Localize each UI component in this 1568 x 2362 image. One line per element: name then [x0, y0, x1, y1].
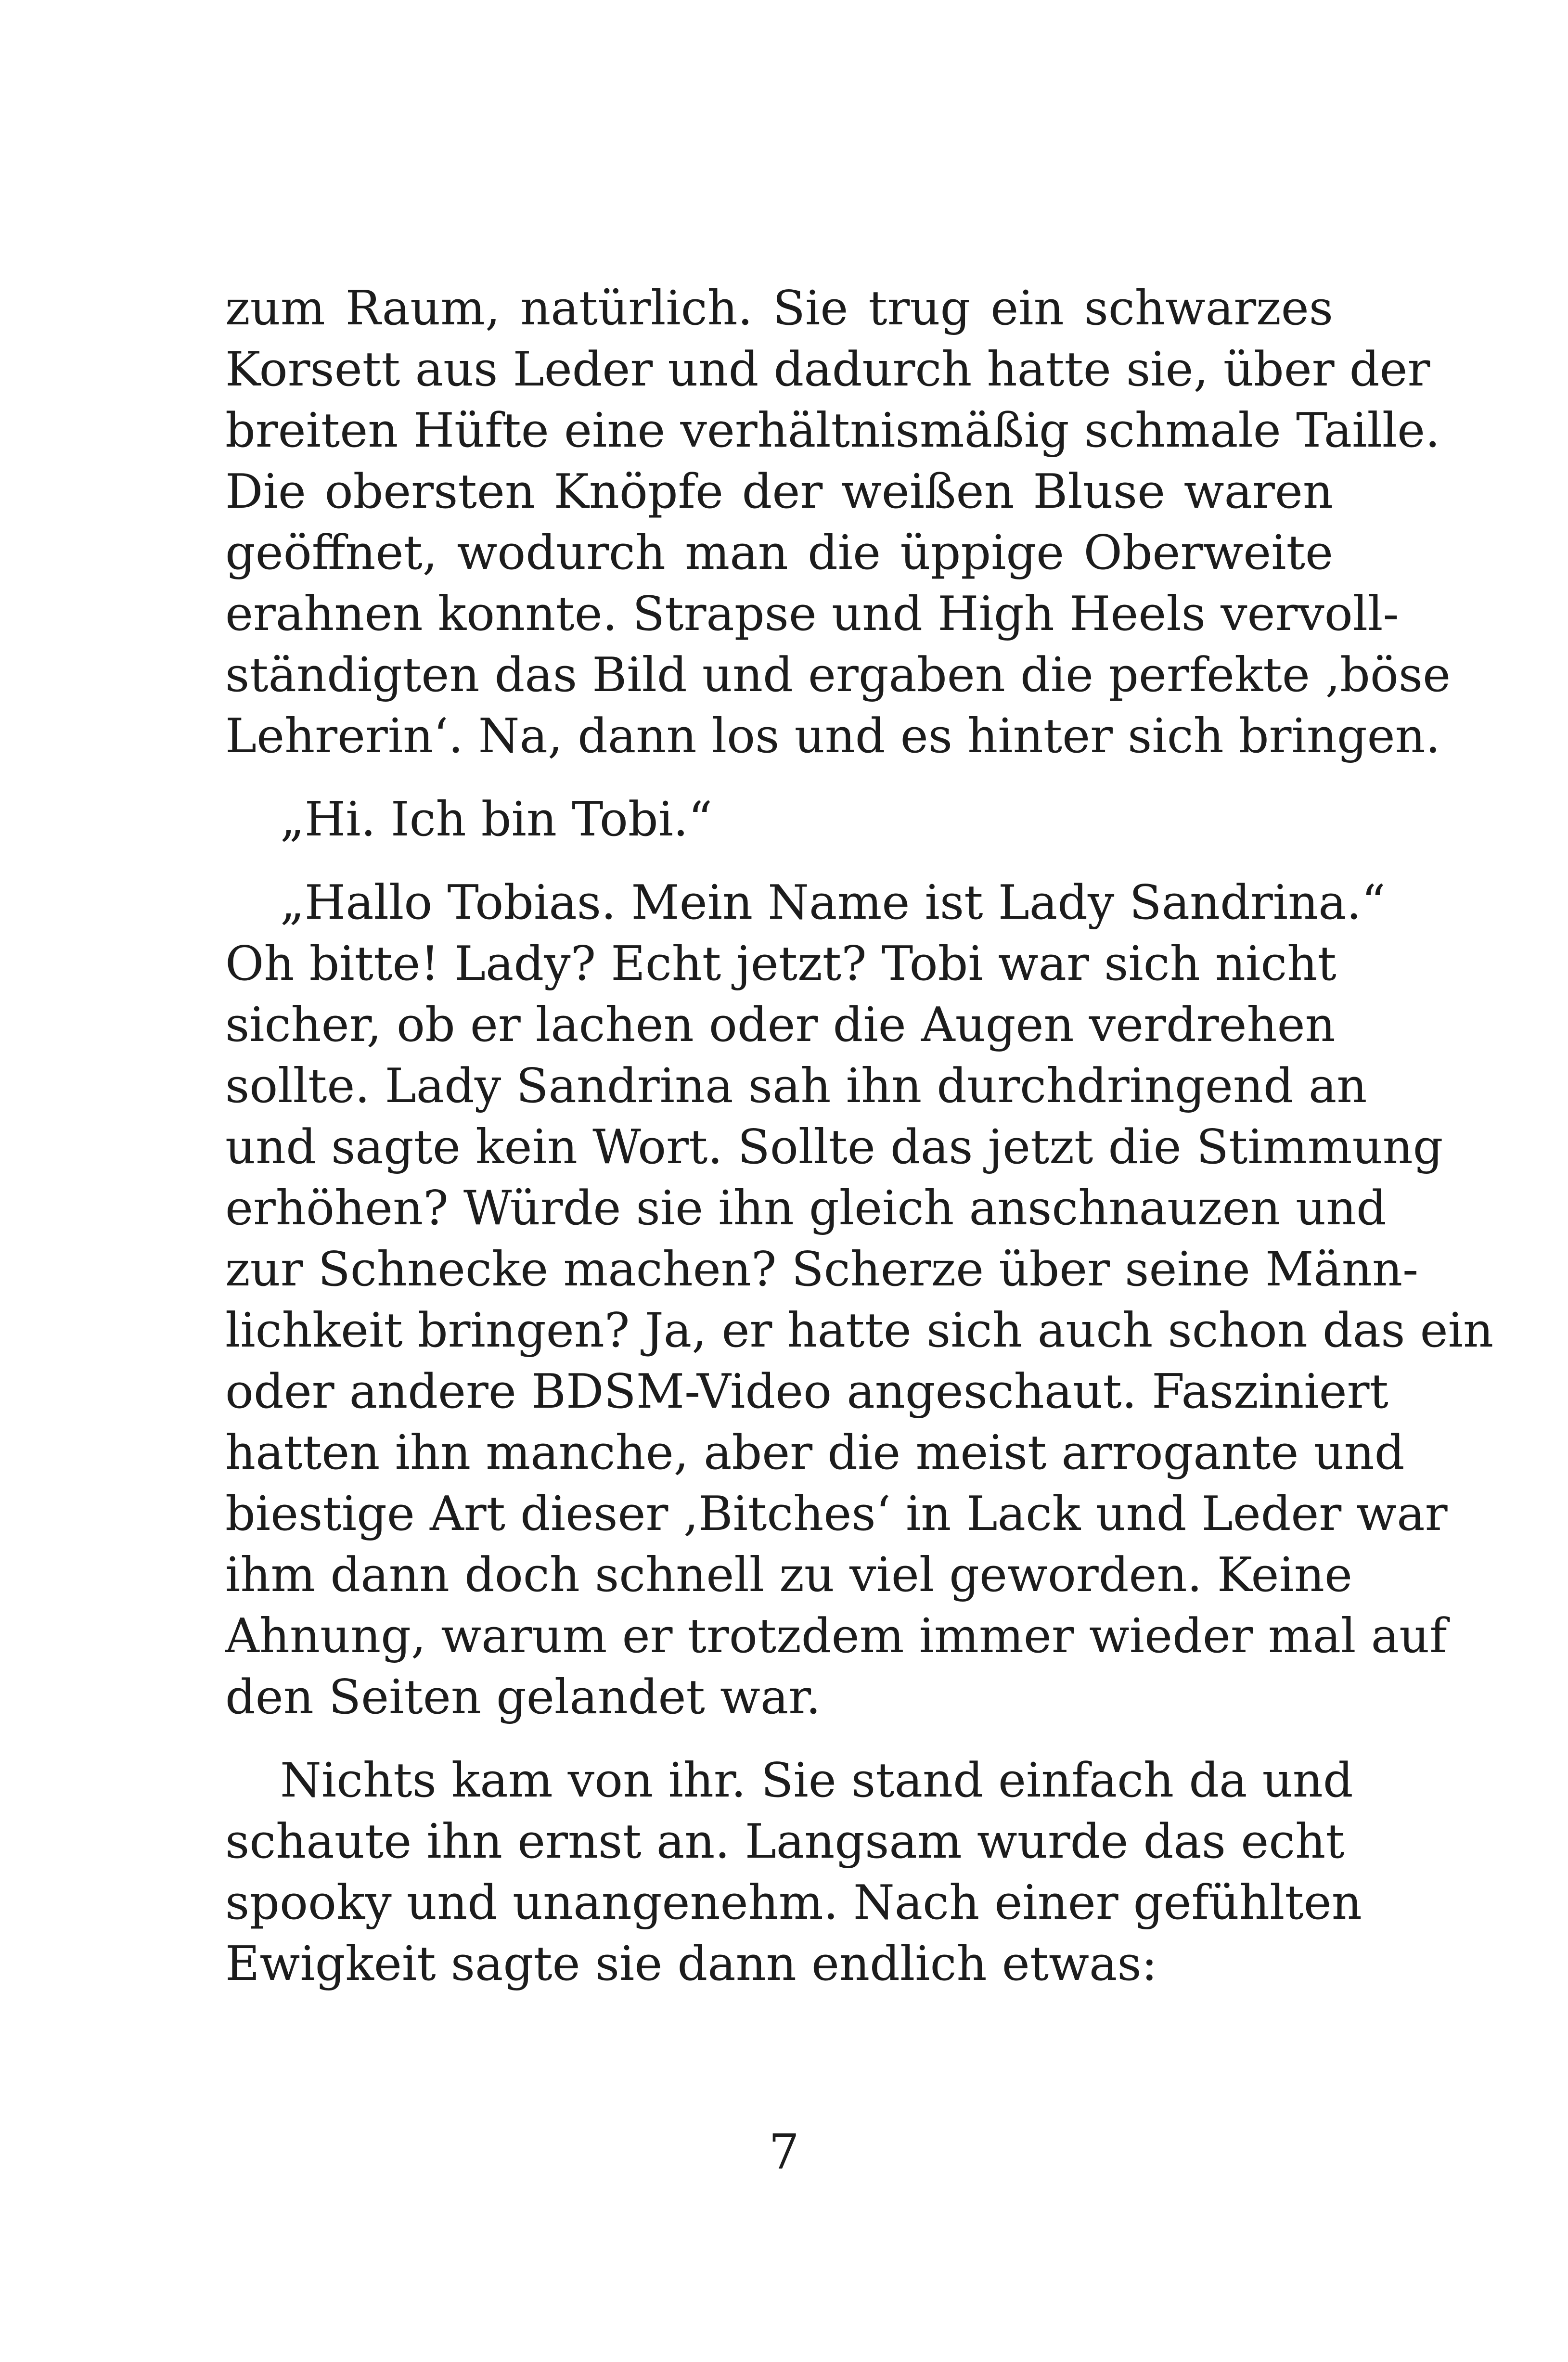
paragraph-gap — [225, 1728, 1333, 1750]
paragraph-gap — [225, 850, 1333, 873]
text-line: „Hi. Ich bin Tobi.“ — [280, 792, 713, 847]
body-text — [225, 278, 1494, 1995]
text-line: lichkeit bringen? Ja, er hatte sich auch schon das ein — [225, 1303, 1494, 1358]
text-line: zum Raum, natürlich. Sie trug ein schwarzes — [225, 281, 1333, 336]
text-line: sollte. Lady Sandrina sah ihn durchdringend an — [225, 1059, 1367, 1114]
text-line: erahnen konnte. Strapse und High Heels vervoll- — [225, 587, 1399, 642]
text-line: sicher, ob er lachen oder die Augen verdrehen — [225, 998, 1336, 1053]
text-line: Korsett aus Leder und dadurch hatte sie, über der — [225, 342, 1430, 397]
text-line: ihm dann doch schnell zu viel geworden. Keine — [225, 1548, 1352, 1603]
text-line: Ahnung, warum er trotzdem immer wieder mal auf — [225, 1609, 1447, 1664]
text-line: schaute ihn ernst an. Langsam wurde das echt — [225, 1814, 1345, 1869]
text-line: Die obersten Knöpfe der weißen Bluse waren — [225, 464, 1333, 519]
text-line: den Seiten gelandet war. — [225, 1670, 821, 1725]
text-line: geöffnet, wodurch man die üppige Oberweite — [225, 526, 1333, 580]
text-line: Nichts kam von ihr. Sie stand einfach da und — [280, 1753, 1353, 1808]
text-line: oder andere BDSM-Video angeschaut. Fasziniert — [225, 1364, 1388, 1419]
text-line: breiten Hüfte eine verhältnismäßig schmale Taille. — [225, 403, 1440, 458]
text-line: erhöhen? Würde sie ihn gleich anschnauzen und — [225, 1181, 1387, 1236]
text-line: biestige Art dieser ‚Bitches‘ in Lack und Leder war — [225, 1487, 1448, 1541]
paragraph-2 — [225, 789, 1333, 850]
paragraph-4 — [225, 1750, 1362, 1995]
paragraph-3 — [225, 873, 1494, 1728]
text-line: Lehrerin‘. Na, dann los und es hinter sich bringen. — [225, 709, 1440, 764]
text-line: zur Schnecke machen? Scherze über seine Männ- — [225, 1242, 1419, 1297]
text-line: spooky und unangenehm. Nach einer gefühlten — [225, 1875, 1362, 1930]
text-line: „Hallo Tobias. Mein Name ist Lady Sandrina.“ — [280, 875, 1386, 930]
page-number: 7 — [769, 2124, 799, 2180]
text-line: Ewigkeit sagte sie dann endlich etwas: — [225, 1937, 1157, 1991]
text-line: und sagte kein Wort. Sollte das jetzt die Stimmung — [225, 1120, 1443, 1175]
text-line: ständigten das Bild und ergaben die perfekte ‚böse — [225, 648, 1451, 703]
paragraph-gap — [225, 767, 1333, 789]
text-line: Oh bitte! Lady? Echt jetzt? Tobi war sich nicht — [225, 937, 1337, 991]
text-line: hatten ihn manche, aber die meist arrogante und — [225, 1425, 1405, 1480]
paragraph-1 — [225, 278, 1451, 767]
